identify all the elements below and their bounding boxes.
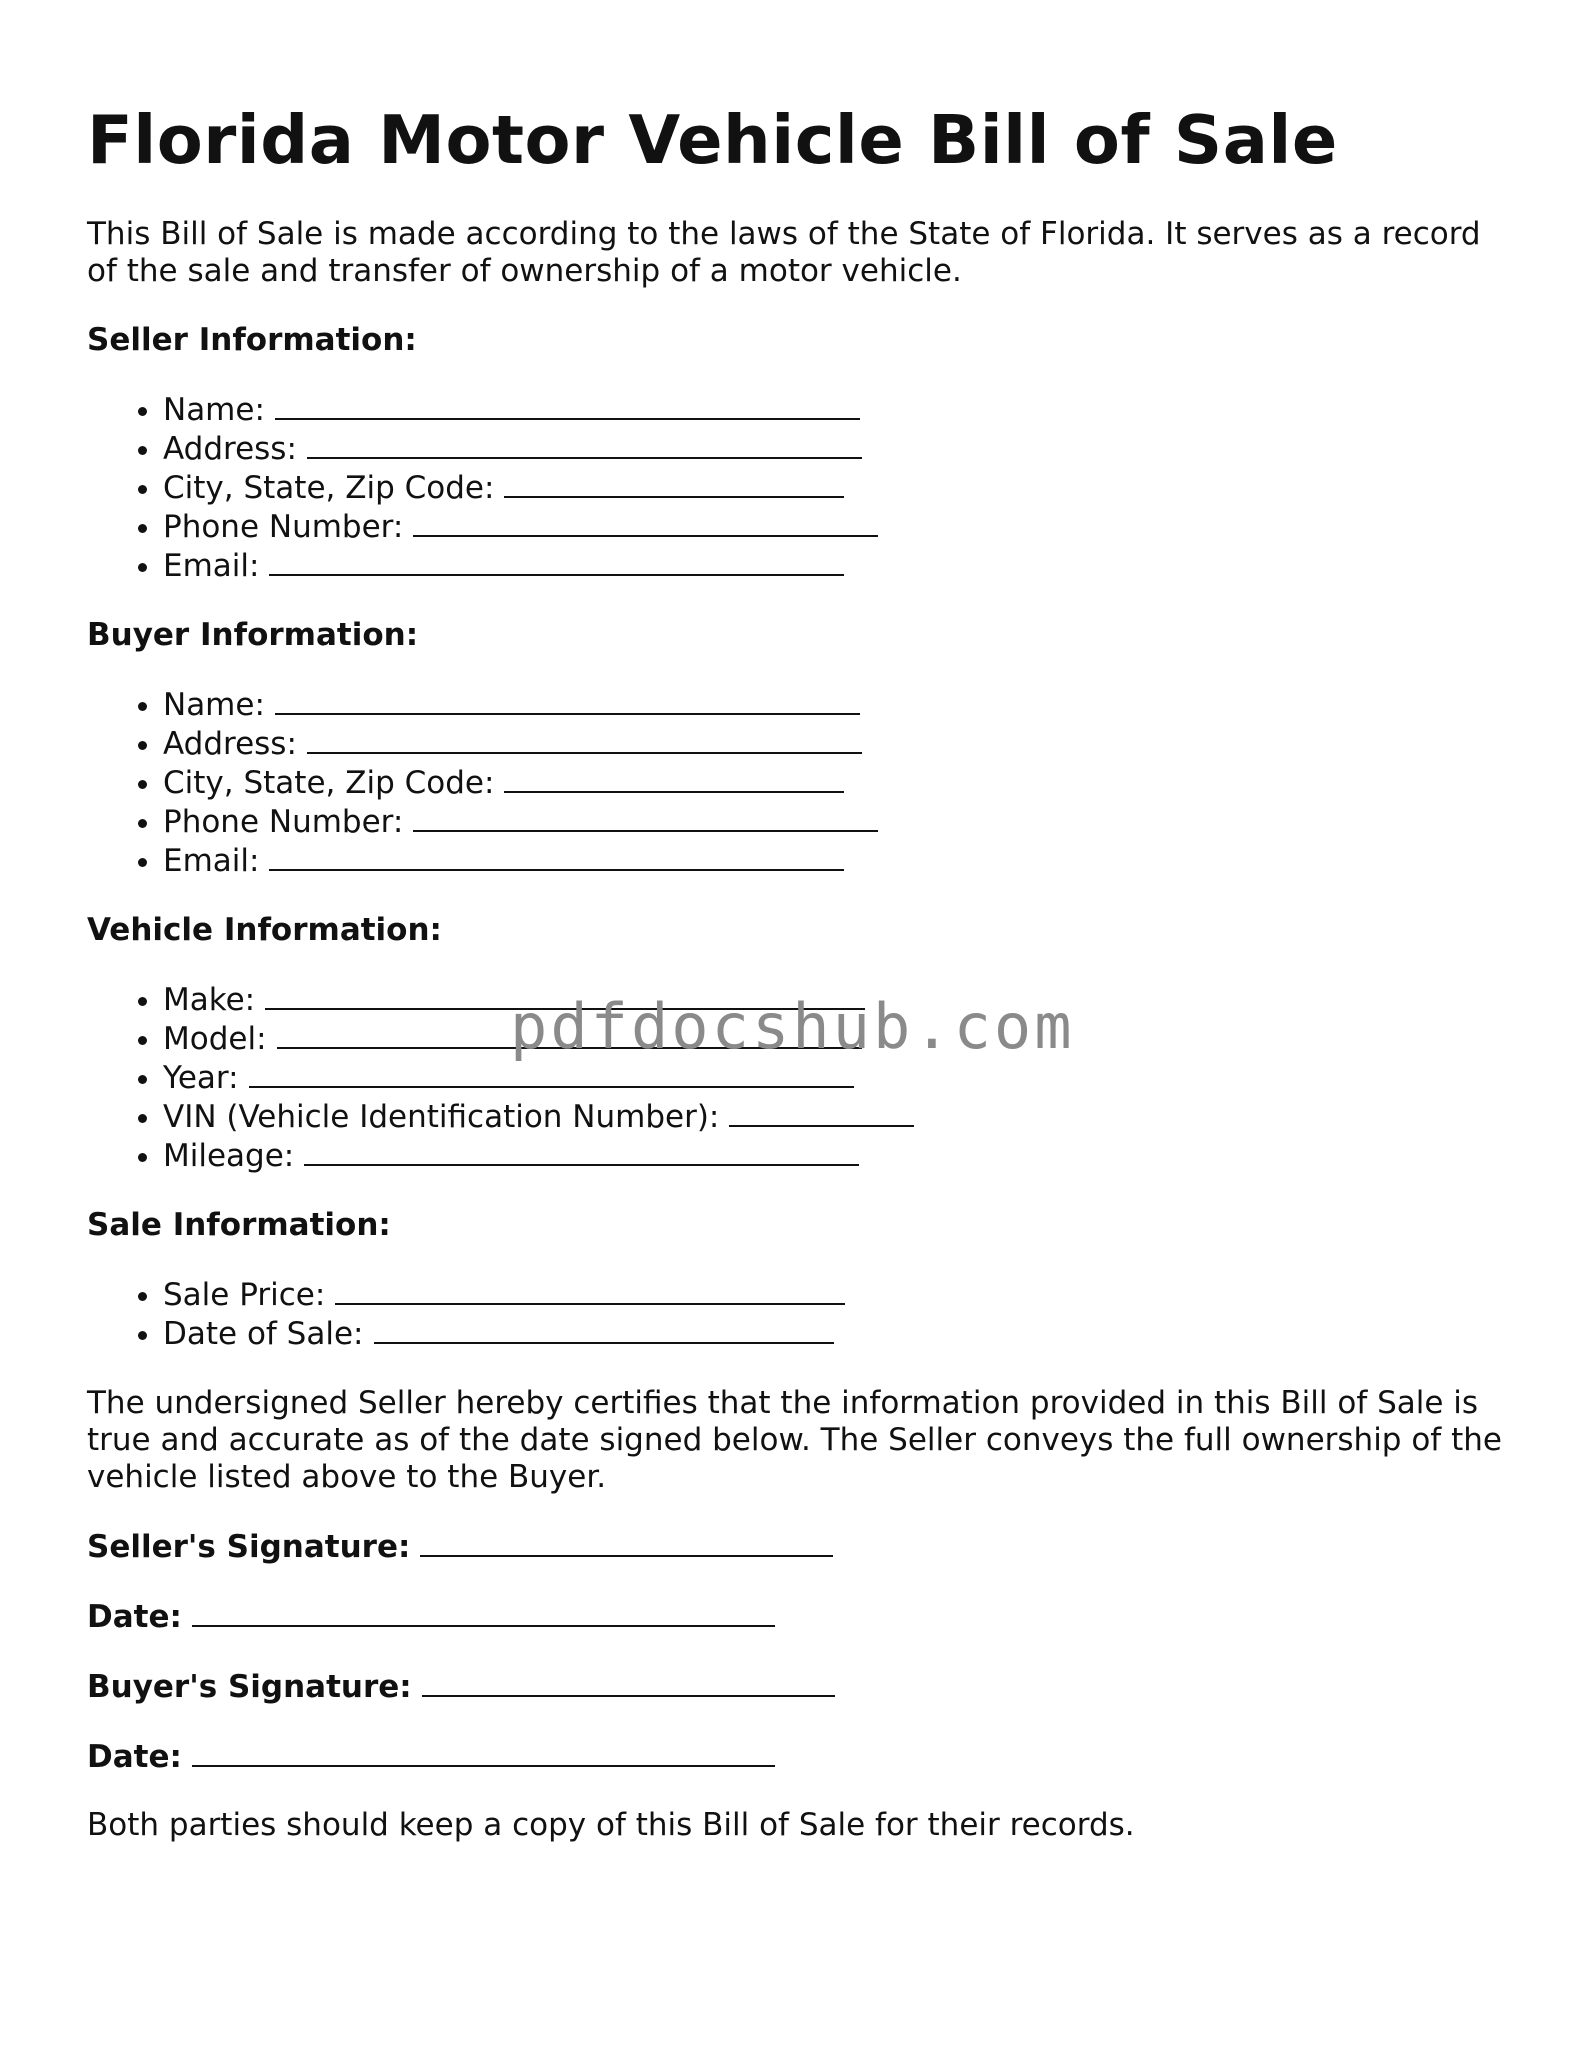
field-label: City, State, Zip Code: xyxy=(163,765,495,802)
field-label: Sale Price: xyxy=(163,1277,326,1314)
field-label: Buyer's Signature: xyxy=(87,1669,412,1706)
list-item xyxy=(163,763,1507,802)
seller-field-list xyxy=(87,390,1507,585)
date-of-sale-field[interactable] xyxy=(374,1314,834,1344)
mileage-field[interactable] xyxy=(304,1136,859,1166)
seller-heading: Seller Information: xyxy=(87,322,417,359)
certification-statement: The undersigned Seller hereby certifies that the information provided in this Bill of Sale is true and accurate as of the date signed below. The Seller conveys the full ownership of the vehicle listed above to the Buyer. xyxy=(87,1385,1502,1496)
name-field[interactable] xyxy=(275,390,860,420)
list-item xyxy=(163,685,1507,724)
field-label: Address: xyxy=(163,431,297,468)
vin-field[interactable] xyxy=(729,1097,914,1127)
field-label: City, State, Zip Code: xyxy=(163,470,495,507)
list-item xyxy=(163,468,1507,507)
buyer-date-field[interactable] xyxy=(192,1737,775,1767)
field-label: Model: xyxy=(163,1021,267,1058)
list-item xyxy=(163,1136,1507,1175)
city-state-zip-field[interactable] xyxy=(504,468,844,498)
list-item xyxy=(163,1058,1507,1097)
field-label: Address: xyxy=(163,726,297,763)
email-field[interactable] xyxy=(269,841,844,871)
buyer-field-list xyxy=(87,685,1507,880)
field-label: Name: xyxy=(163,392,265,429)
seller-signature-field[interactable] xyxy=(420,1527,833,1557)
field-label: Seller's Signature: xyxy=(87,1529,411,1566)
field-label: Phone Number: xyxy=(163,804,404,841)
address-field[interactable] xyxy=(307,724,862,754)
buyer-date-line xyxy=(87,1737,1507,1776)
list-item xyxy=(163,724,1507,763)
phone-field[interactable] xyxy=(413,507,878,537)
field-label: Date: xyxy=(87,1599,182,1636)
watermark: pdfdocshub.com xyxy=(510,990,1075,1063)
field-label: Email: xyxy=(163,548,260,585)
phone-field[interactable] xyxy=(413,802,878,832)
list-item xyxy=(163,841,1507,880)
sale-price-field[interactable] xyxy=(335,1275,845,1305)
list-item xyxy=(163,390,1507,429)
field-label: Email: xyxy=(163,843,260,880)
city-state-zip-field[interactable] xyxy=(504,763,844,793)
document-page xyxy=(87,100,1507,1844)
buyer-heading: Buyer Information: xyxy=(87,617,419,654)
field-label: Year: xyxy=(163,1060,239,1097)
seller-date-line xyxy=(87,1597,1507,1636)
list-item xyxy=(163,429,1507,468)
name-field[interactable] xyxy=(275,685,860,715)
list-item xyxy=(163,507,1507,546)
list-item xyxy=(163,1314,1507,1353)
field-label: Mileage: xyxy=(163,1138,295,1175)
field-label: Name: xyxy=(163,687,265,724)
field-label: Date of Sale: xyxy=(163,1316,364,1353)
field-label: Make: xyxy=(163,982,256,1019)
field-label: Date: xyxy=(87,1739,182,1776)
intro-paragraph: This Bill of Sale is made according to the laws of the State of Florida. It serves as a record of the sale and transfer of ownership of a motor vehicle. xyxy=(87,216,1481,290)
seller-date-field[interactable] xyxy=(192,1597,775,1627)
list-item xyxy=(163,1275,1507,1314)
vehicle-heading: Vehicle Information: xyxy=(87,912,442,949)
buyer-signature-line xyxy=(87,1667,1507,1706)
sale-field-list xyxy=(87,1275,1507,1353)
sale-heading: Sale Information: xyxy=(87,1207,391,1244)
document-title: Florida Motor Vehicle Bill of Sale xyxy=(87,101,1338,179)
list-item xyxy=(163,802,1507,841)
buyer-signature-field[interactable] xyxy=(422,1667,835,1697)
field-label: VIN (Vehicle Identification Number): xyxy=(163,1099,720,1136)
field-label: Phone Number: xyxy=(163,509,404,546)
closing-note: Both parties should keep a copy of this Bill of Sale for their records. xyxy=(87,1807,1135,1844)
email-field[interactable] xyxy=(269,546,844,576)
address-field[interactable] xyxy=(307,429,862,459)
list-item xyxy=(163,546,1507,585)
seller-signature-line xyxy=(87,1527,1507,1566)
list-item xyxy=(163,1097,1507,1136)
